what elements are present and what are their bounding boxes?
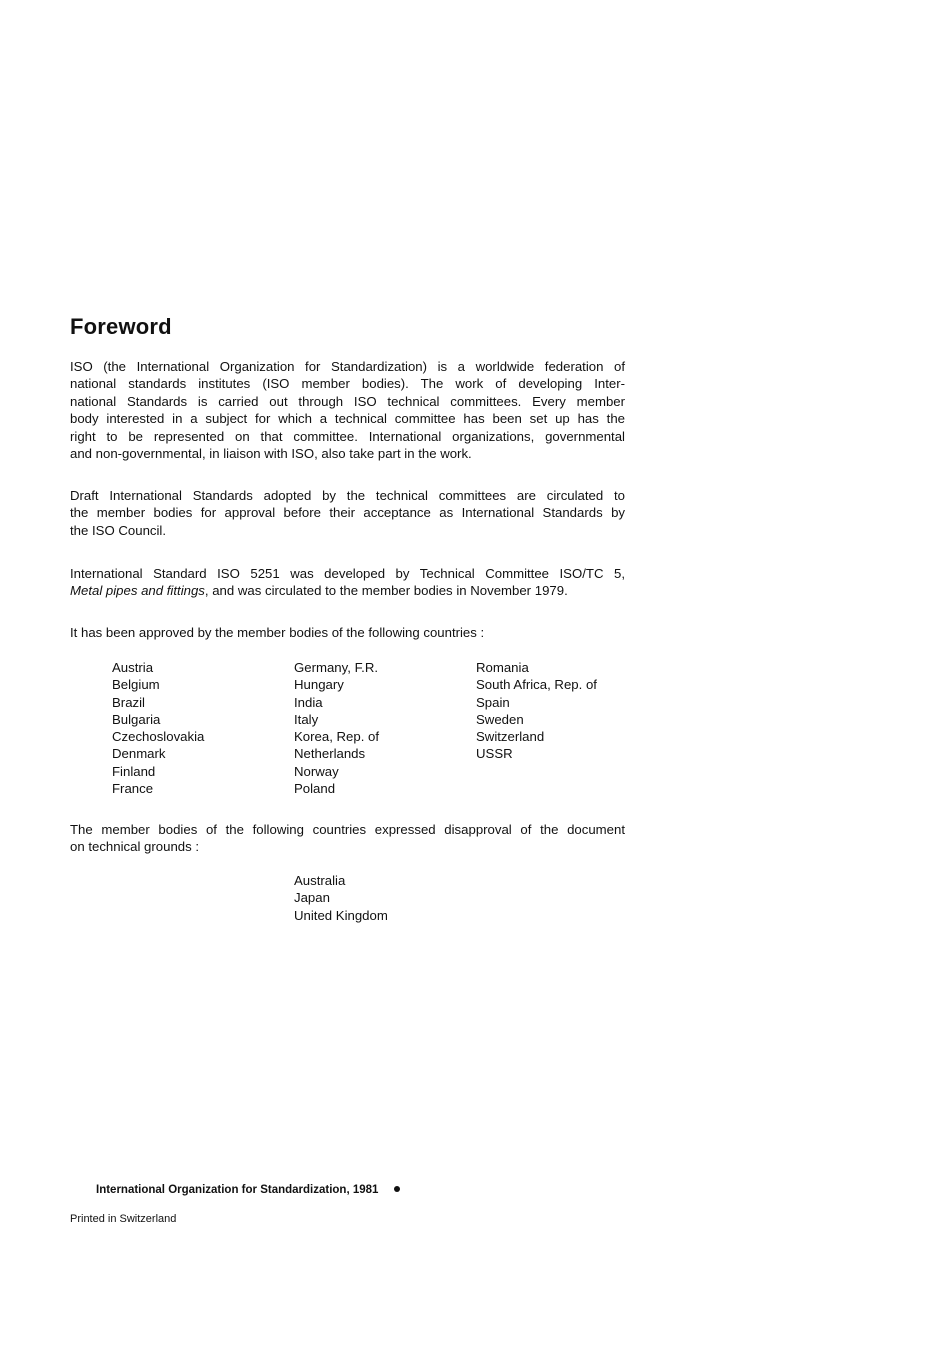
country-item: Germany, F.R. [294, 660, 379, 675]
text-line: the member bodies for approval before their acceptance as International Standards by [70, 505, 625, 521]
paragraph-draft-standards [70, 487, 625, 539]
country-item: Japan [294, 890, 330, 906]
text-line: body interested in a subject for which a technical committee has been set up has the [70, 411, 625, 427]
country-item: Australia [294, 873, 346, 888]
bullet-icon [394, 1186, 400, 1192]
country-item: South Africa, Rep. of [476, 677, 597, 693]
country-item: Sweden [476, 711, 524, 727]
country-item: Finland [112, 763, 156, 779]
approving-countries-column-1 [112, 659, 204, 797]
country-item: Brazil [112, 694, 145, 710]
text-line: International Standard ISO 5251 was developed by Technical Committee ISO/TC 5, [70, 566, 625, 581]
country-item: Norway [294, 763, 339, 779]
country-item: Switzerland [476, 729, 545, 745]
country-item: Austria [112, 660, 154, 675]
text-line [70, 582, 625, 599]
paragraph-iso-intro [70, 358, 625, 462]
text-line: national standards institutes (ISO member bodies). The work of developing Inter- [70, 376, 625, 392]
country-item: India [294, 694, 323, 710]
country-item: Romania [476, 660, 529, 675]
country-item: United Kingdom [294, 907, 388, 923]
approving-countries-column-3 [476, 659, 597, 763]
country-item: Denmark [112, 746, 166, 762]
text-line: right to be represented on that committee. International organizations, governmental [70, 428, 625, 444]
copyright-text: International Organization for Standardization, 1981 [96, 1184, 379, 1196]
country-item: Poland [294, 781, 336, 797]
text-line: and non-governmental, in liaison with ISO, also take part in the work. [70, 446, 472, 462]
text-line: It has been approved by the member bodies of the following countries : [70, 625, 485, 640]
country-item: France [112, 781, 154, 797]
country-item: Hungary [294, 677, 344, 693]
country-item: Italy [294, 711, 319, 727]
country-item: Korea, Rep. of [294, 729, 380, 745]
copyright-notice [96, 1184, 400, 1196]
disapproving-countries-list [294, 872, 388, 924]
text-line: the ISO Council. [70, 522, 167, 538]
text-line: ISO (the International Organization for Standardization) is a worldwide federation of [70, 359, 625, 374]
text-fragment: , and was circulated to the member bodies in November 1979. [204, 583, 568, 599]
paragraph-standard-development [70, 565, 625, 600]
approving-countries-column-2 [294, 659, 379, 797]
country-item: Netherlands [294, 746, 366, 762]
country-item: USSR [476, 746, 513, 762]
country-item: Bulgaria [112, 711, 161, 727]
text-line: national Standards is carried out through ISO technical committees. Every member [70, 393, 625, 409]
text-line: Draft International Standards adopted by the technical committees are circulated to [70, 488, 625, 503]
paragraph-approval-intro [70, 624, 625, 641]
text-line: The member bodies of the following countries expressed disapproval of the document [70, 822, 625, 837]
country-item: Belgium [112, 677, 160, 693]
country-item: Spain [476, 694, 510, 710]
page-title: Foreword [70, 314, 172, 339]
committee-title: Metal pipes and fittings [70, 583, 205, 599]
country-item: Czechoslovakia [112, 729, 205, 745]
text-line: on technical grounds : [70, 839, 200, 855]
printed-in-notice: Printed in Switzerland [70, 1213, 177, 1225]
paragraph-disapproval [70, 821, 625, 856]
